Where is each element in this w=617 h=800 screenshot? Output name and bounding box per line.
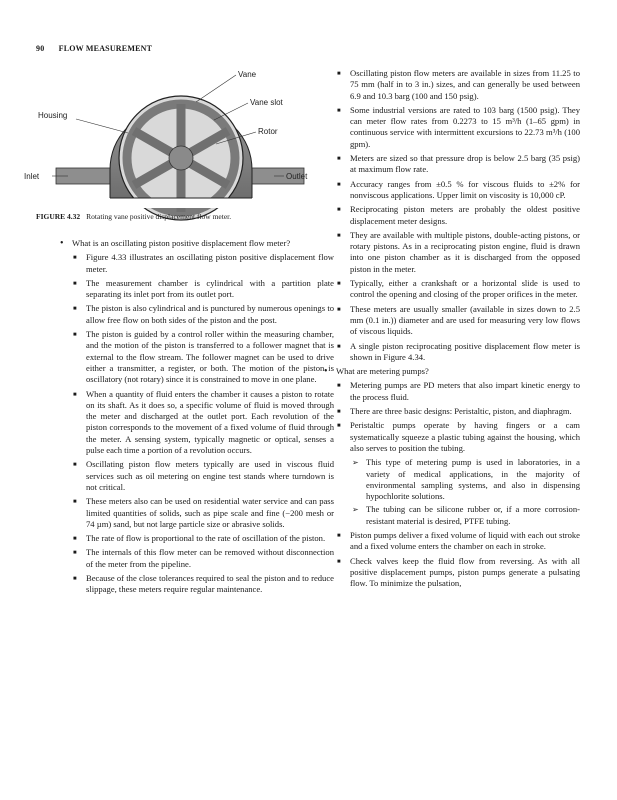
list-item: ■ These meters are usually smaller (available in sizes down to 2.5 mm (0.1 in.)) diameter and are used for measuring very low flows of viscous liquids.	[336, 304, 580, 338]
vane-meter-diagram	[24, 58, 328, 208]
list-item: ■ The measurement chamber is cylindrical with a partition plate separating its inlet port from its outlet port.	[72, 278, 334, 301]
list-item: ■ Accuracy ranges from ±0.5 % for viscous fluids to ±2% for nonviscous applications. Upper limit on viscosity is 10,000 cP.	[336, 179, 580, 202]
running-title: FLOW MEASUREMENT	[58, 44, 153, 53]
page-number: 90	[36, 44, 45, 53]
list-item: ■ Meters are sized so that pressure drop is below 2.5 barg (35 psig) at maximum flow rate.	[336, 153, 580, 176]
list-item: ■ Oscillating piston flow meters are available in sizes from 11.25 to 75 mm (half in to 3 in.) sizes, and can generally be used between 6.9 and 10.3 barg (100 and 150 psig).	[336, 68, 580, 102]
list-item: ■ There are three basic designs: Peristaltic, piston, and diaphragm.	[336, 406, 580, 417]
list-item: ■ Typically, either a crankshaft or a horizontal slide is used to control the opening and closing of the proper orifices in the meter.	[336, 278, 580, 301]
list-item: ■ Peristaltic pumps operate by having fingers or a cam systematically squeeze a plastic tubing against the housing, which also serves to position the tubing. ➢ This type of metering pump is used in laboratories, in a variety of medical applications, in the majority of environmental sampling systems, and also in dispensing hypochlorite solutions. ➢ The tubing can be silicone rubber or, if a more corrosion-resistant material is desired, PTFE tubing.	[336, 420, 580, 527]
figure-rotating-vane-meter	[24, 58, 328, 208]
list-item: ■ Reciprocating piston meters are probably the oldest positive displacement meter designs.	[336, 204, 580, 227]
label-outlet: Outlet	[286, 172, 308, 181]
list-item: ■ Figure 4.33 illustrates an oscillating piston positive displacement flow meter.	[72, 252, 334, 275]
question-oscillating-piston: • What is an oscillating piston positive displacement flow meter? ■ Figure 4.33 illustrates an oscillating piston positive displacement flow meter. ■ The measurement chamber is cylindrical with a partition plate separating its inlet port from its outlet port. ■ The piston is also cylindrical and is punctured by numerous openings to allow free flow on both sides of the piston and the post. ■ The piston is guided by a control roller within the measuring chamber, and the motion of the piston is transferred to a follower magnet that is external to the flow stream. The follower magnet can be used to drive either a transmitter, a register, or both. The motion of the piston is oscillatory (not rotary) since it is constrained to move in one plane. ■ When a quantity of fluid enters the chamber it causes a piston to rotate on its shaft. As it does so, a specific volume of fluid is moved through the meter and discharged at the outlet port. Each revolution of the piston corresponds to the movement of a fixed volume of fluid through the meter. A sensing system, typically magnetic or optical, senses a pulse each time a portion of a revolution occurs. ■ Oscillating piston flow meters typically are used in viscous fluid services such as oil metering on engine test stands where turndown is not critical. ■ These meters also can be used on residential water service and can pass limited quantities of solids, such as pipe scale and fine (−200 mesh or 74 µm) sand, but not large particle size or abrasive solids. ■ The rate of flow is proportional to the rate of oscillation of the piston. ■ The internals of this flow meter can be removed without disconnection of the meter from the pipeline. ■ Because of the close tolerances required to seal the piston and to reduce slippage, these meters require regular maintenance.	[58, 238, 334, 596]
figure-caption-text: Rotating vane positive displacement flow meter.	[86, 212, 232, 221]
list-item: ■ The internals of this flow meter can be removed without disconnection of the meter from the pipeline.	[72, 547, 334, 570]
list-item: ■ Oscillating piston flow meters typically are used in viscous fluid services such as oil metering on engine test stands where turndown is not critical.	[72, 459, 334, 493]
label-vane: Vane	[238, 70, 257, 79]
list-item: ■ Because of the close tolerances required to seal the piston and to reduce slippage, these meters require regular maintenance.	[72, 573, 334, 596]
list-item: ■ Metering pumps are PD meters that also impart kinetic energy to the process fluid.	[336, 380, 580, 403]
list-item: ■ When a quantity of fluid enters the chamber it causes a piston to rotate on its shaft. As it does so, a specific volume of fluid is moved through the meter and discharged at the outlet port. Each revolution of the piston corresponds to the movement of a fixed volume of fluid through the meter. A sensing system, typically magnetic or optical, senses a pulse each time a portion of a revolution occurs.	[72, 389, 334, 457]
list-item: ■ Piston pumps deliver a fixed volume of liquid with each out stroke and a fixed volume enters the chamber on each in stroke.	[336, 530, 580, 553]
label-inlet: Inlet	[24, 172, 40, 181]
list-item: ■ The rate of flow is proportional to the rate of oscillation of the piston.	[72, 533, 334, 544]
list-item: ➢ The tubing can be silicone rubber or, if a more corrosion-resistant material is desired, PTFE tubing.	[350, 504, 580, 527]
list-item: ➢ This type of metering pump is used in laboratories, in a variety of medical applications, in the majority of environmental sampling systems, and also in dispensing hypochlorite solutions.	[350, 457, 580, 502]
label-housing: Housing	[38, 111, 68, 120]
left-column	[58, 238, 334, 600]
label-rotor: Rotor	[258, 127, 278, 136]
figure-caption-label: FIGURE 4.32	[36, 212, 81, 221]
rotor-hub	[169, 146, 193, 170]
label-vane-slot: Vane slot	[250, 98, 283, 107]
list-item: ■ The piston is also cylindrical and is punctured by numerous openings to allow free flow on both sides of the piston and the post.	[72, 303, 334, 326]
figure-caption	[36, 212, 328, 221]
right-column	[336, 68, 580, 593]
list-item: ■ They are available with multiple pistons, double-acting pistons, or rotary pistons. As in a reciprocating piston engine, fluid is drawn into one piston chamber as it is discharged from the opposed piston in the meter.	[336, 230, 580, 275]
list-item: ■ These meters also can be used on residential water service and can pass limited quantities of solids, such as pipe scale and fine (−200 mesh or 74 µm) sand, but not large particle size or abrasive solids.	[72, 496, 334, 530]
running-header	[36, 44, 152, 53]
list-item: ■ The piston is guided by a control roller within the measuring chamber, and the motion of the piston is transferred to a follower magnet that is external to the flow stream. The follower magnet can be used to drive either a transmitter, a register, or both. The motion of the piston is oscillatory (not rotary) since it is constrained to move in one plane.	[72, 329, 334, 385]
list-item: ■ A single piston reciprocating positive displacement flow meter is shown in Figure 4.34.	[336, 341, 580, 364]
list-item: ■ Some industrial versions are rated to 103 barg (1500 psig). They can meter flow rates from 0.2273 to 15 m³/h (1–65 gpm) in continuous service with intermittent excursions to 22.73 m³/h (100 gpm).	[336, 105, 580, 150]
question-metering-pumps: • What are metering pumps? ■ Metering pumps are PD meters that also impart kinetic energy to the process fluid. ■ There are three basic designs: Peristaltic, piston, and diaphragm. ■ Peristaltic pumps operate by having fingers or a cam systematically squeeze a plastic tubing against the housing, which also serves to position the tubing. ➢ This type of metering pump is used in laboratories, in a variety of medical applications, in the majority of environmental sampling systems, and also in dispensing hypochlorite solutions. ➢ The tubing can be silicone rubber or, if a more corrosion-resistant material is desired, PTFE tubing. ■ Piston pumps deliver a fixed volume of liquid with each out stroke and a fixed volume enters the chamber on each in stroke. ■ Check valves keep the fluid flow from reversing. As with all positive displacement pumps, piston pumps generate a pulsating flow. To minimize the pulsation,	[322, 366, 580, 589]
list-item: ■ Check valves keep the fluid flow from reversing. As with all positive displacement pumps, piston pumps generate a pulsating flow. To minimize the pulsation,	[336, 556, 580, 590]
